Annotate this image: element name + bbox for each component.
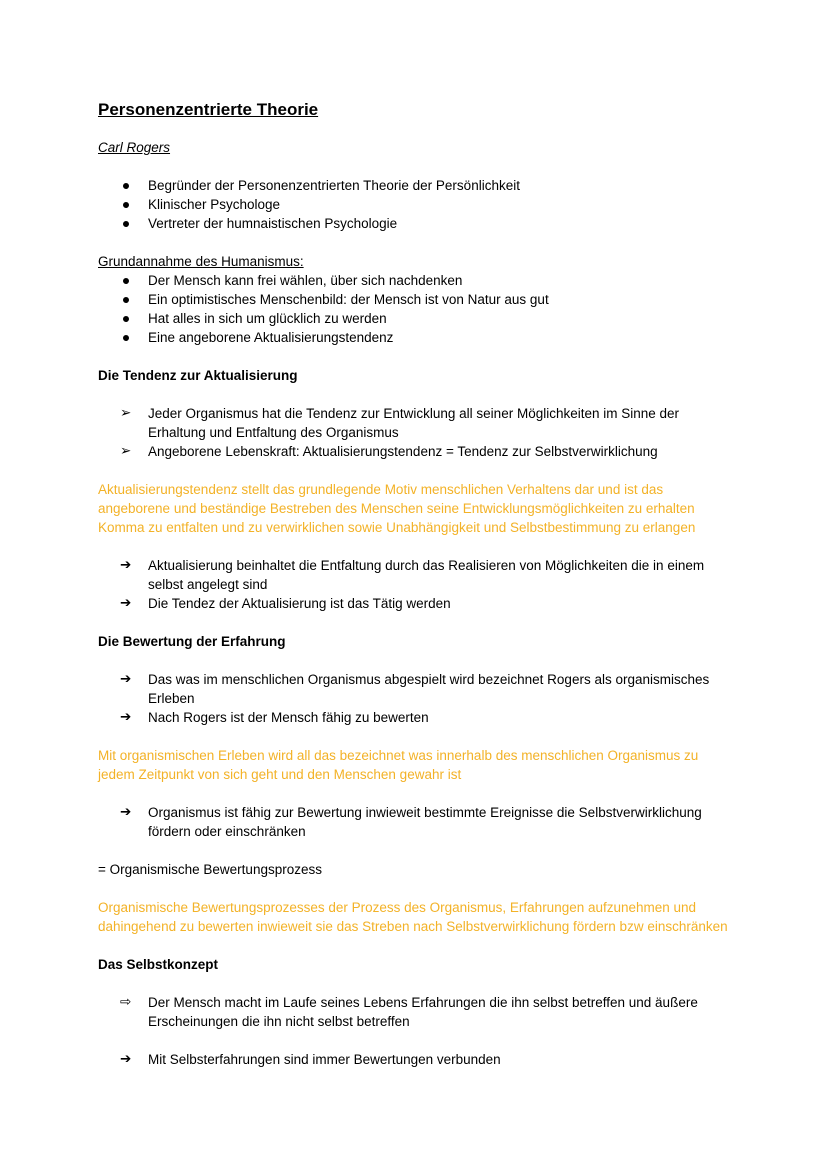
bullet-icon	[123, 278, 129, 284]
page-title: Personenzentrierte Theorie	[98, 100, 319, 119]
section-heading: Das Selbstkonzept	[98, 957, 219, 972]
section-heading: Die Bewertung der Erfahrung	[98, 634, 286, 649]
bullet-icon	[123, 221, 129, 227]
evaluation-arrow-list-2	[98, 803, 738, 841]
selfconcept-arrow-list	[98, 1050, 738, 1069]
list-item: Hat alles in sich um glücklich zu werden	[98, 309, 738, 328]
author-name: Carl Rogers	[98, 140, 171, 155]
bullet-icon	[123, 183, 129, 189]
result-text: = Organismische Bewertungsprozess	[98, 862, 322, 877]
selfconcept-list	[98, 993, 738, 1031]
definition-text: Aktualisierungstendenz stellt das grundlegende Motiv menschlichen Verhaltens dar und ist das angeborene und beständige Bestreben des Menschen seine Entwicklungsmöglichkeiten zu erhalten Komma zu entfalten und zu verwirklichen sowie Unabhängigkeit und Selbstbestimmung zu erlangen	[98, 482, 696, 535]
bullet-icon	[123, 335, 129, 341]
tendency-list	[98, 404, 738, 461]
list-item: ➔ Nach Rogers ist der Mensch fähig zu bewerten	[120, 709, 429, 725]
bullet-icon	[123, 202, 129, 208]
bullet-icon	[123, 316, 129, 322]
evaluation-arrow-list	[98, 670, 738, 727]
outline-arrow-icon: ⇨	[120, 994, 132, 1010]
rogers-list	[98, 176, 738, 233]
list-item: ➔ Die Tendez der Aktualisierung ist das Tätig werden	[120, 595, 451, 611]
humanism-heading: Grundannahme des Humanismus:	[98, 254, 304, 269]
list-item: Eine angeborene Aktualisierungstendenz	[98, 328, 738, 347]
arrow-right-icon: ➔	[120, 671, 132, 687]
arrow-right-icon: ➔	[120, 1051, 132, 1067]
list-item: ➔ Mit Selbsterfahrungen sind immer Bewertungen verbunden	[120, 1051, 501, 1067]
list-item: Ein optimistisches Menschenbild: der Mensch ist von Natur aus gut	[98, 290, 738, 309]
list-item: Vertreter der humnaistischen Psychologie	[98, 214, 738, 233]
list-item: ➢ Angeborene Lebenskraft: Aktualisierungstendenz = Tendenz zur Selbstverwirklichung	[120, 443, 658, 459]
list-item: ⇨ Der Mensch macht im Laufe seines Lebens Erfahrungen die ihn selbst betreffen und äußere Erscheinungen die ihn nicht selbst betreffen	[120, 994, 698, 1029]
list-item: ➢ Jeder Organismus hat die Tendenz zur Entwicklung all seiner Möglichkeiten im Sinne der Erhaltung und Entfaltung des Organismus	[120, 405, 680, 440]
definition-text: Organismische Bewertungsprozesses der Prozess des Organismus, Erfahrungen aufzunehmen und dahingehend zu bewerten inwieweit sie das Streben nach Selbstverwirklichung fördern bzw einschränken	[98, 900, 728, 934]
arrowhead-icon: ➢	[120, 405, 132, 421]
list-item: Klinischer Psychologe	[98, 195, 738, 214]
list-item: ➔ Organismus ist fähig zur Bewertung inwieweit bestimmte Ereignisse die Selbstverwirklichung fördern oder einschränken	[120, 804, 702, 839]
list-item: Begründer der Personenzentrierten Theorie der Persönlichkeit	[98, 176, 738, 195]
list-item: Der Mensch kann frei wählen, über sich nachdenken	[98, 271, 738, 290]
arrow-right-icon: ➔	[120, 557, 132, 573]
definition-text: Mit organismischen Erleben wird all das bezeichnet was innerhalb des menschlichen Organismus zu jedem Zeitpunkt von sich geht und den Menschen gewahr ist	[98, 748, 699, 782]
arrow-right-icon: ➔	[120, 595, 132, 611]
humanism-list	[98, 271, 738, 347]
arrow-right-icon: ➔	[120, 804, 132, 820]
list-item: ➔ Aktualisierung beinhaltet die Entfaltung durch das Realisieren von Möglichkeiten die in einem selbst angelegt sind	[120, 557, 705, 592]
section-heading: Die Tendenz zur Aktualisierung	[98, 368, 298, 383]
arrow-right-icon: ➔	[120, 709, 132, 725]
tendency-arrow-list	[98, 556, 738, 613]
arrowhead-icon: ➢	[120, 443, 132, 459]
document-page	[98, 98, 738, 1069]
bullet-icon	[123, 297, 129, 303]
list-item: ➔ Das was im menschlichen Organismus abgespielt wird bezeichnet Rogers als organismisches Erleben	[120, 671, 710, 706]
